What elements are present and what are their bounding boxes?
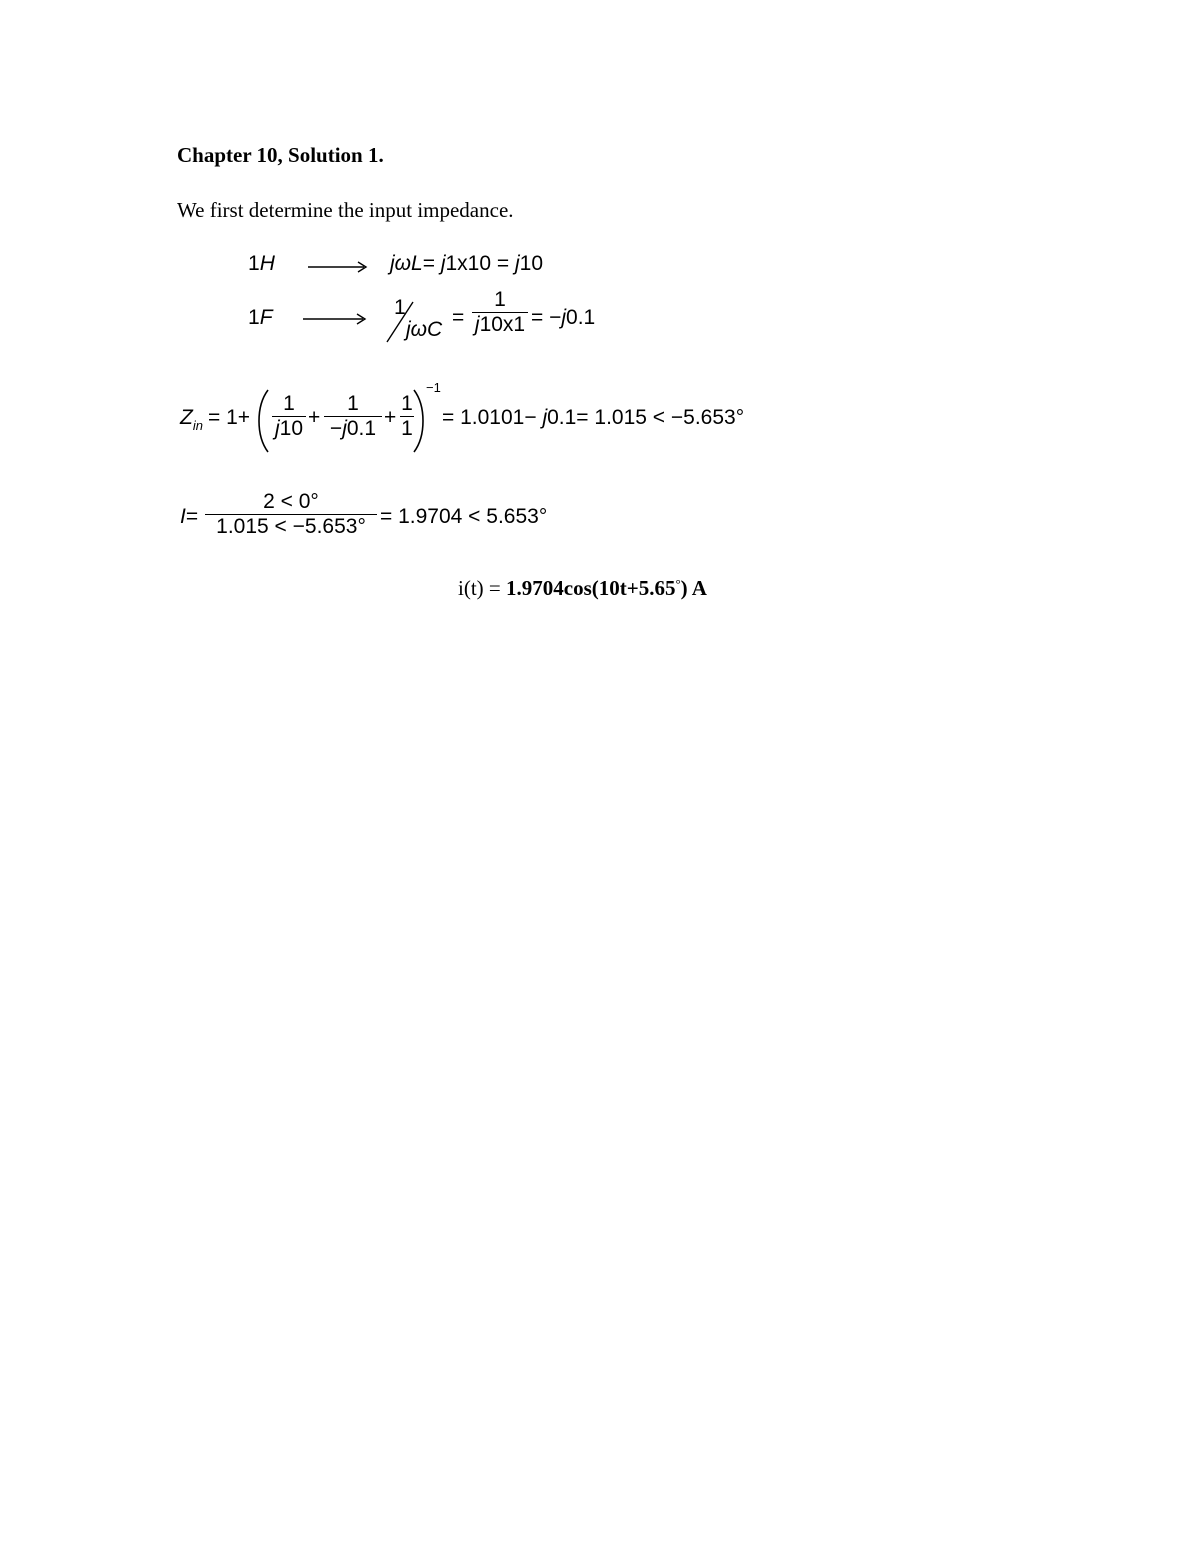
plus-sign: +: [384, 406, 397, 429]
slash-fraction-numerator: 1: [394, 296, 406, 319]
current-fraction: [205, 490, 377, 539]
right-parenthesis: [412, 388, 428, 459]
fraction-numerator: 1: [494, 288, 506, 311]
left-parenthesis: [254, 388, 270, 459]
zin-one-plus: = 1+: [208, 406, 251, 429]
arrow-icon: [303, 312, 367, 330]
fraction-1-over-minus-j0.1: 1 −j0.1: [324, 392, 382, 441]
fraction-numerator: 2 < 0°: [263, 490, 319, 513]
fraction-denominator: j10x1: [474, 313, 526, 336]
page-title: Chapter 10, Solution 1.: [177, 143, 384, 167]
arrow-icon: [308, 260, 368, 278]
zin-symbol: $Z_{in}$: [180, 406, 203, 433]
capacitor-fraction: [472, 288, 528, 337]
fraction-1-over-1: 1 1: [401, 392, 413, 440]
inductor-label: 1H: [248, 252, 275, 275]
plus-sign: +: [308, 406, 321, 429]
zin-result: = 1.0101− j0.1= 1.015 < −5.653°: [442, 406, 745, 429]
exponent: −1: [426, 380, 441, 395]
capacitor-impedance-result: = −j0.1: [531, 306, 596, 329]
capacitor-label: 1F: [248, 306, 273, 329]
fraction-1-over-j10: 1 j10: [272, 392, 306, 441]
inductor-impedance: jωL= j1x10 = j10: [390, 252, 544, 275]
equals-sign: =: [452, 306, 465, 329]
slash-fraction-denominator: jωC: [406, 318, 443, 341]
current-symbol: I=: [180, 505, 199, 528]
final-answer: i(t) = 1.9704cos(10t+5.65°) A: [458, 576, 707, 600]
intro-paragraph: We first determine the input impedance.: [177, 198, 514, 222]
current-result: = 1.9704 < 5.653°: [380, 505, 548, 528]
fraction-denominator: 1.015 < −5.653°: [216, 515, 366, 538]
